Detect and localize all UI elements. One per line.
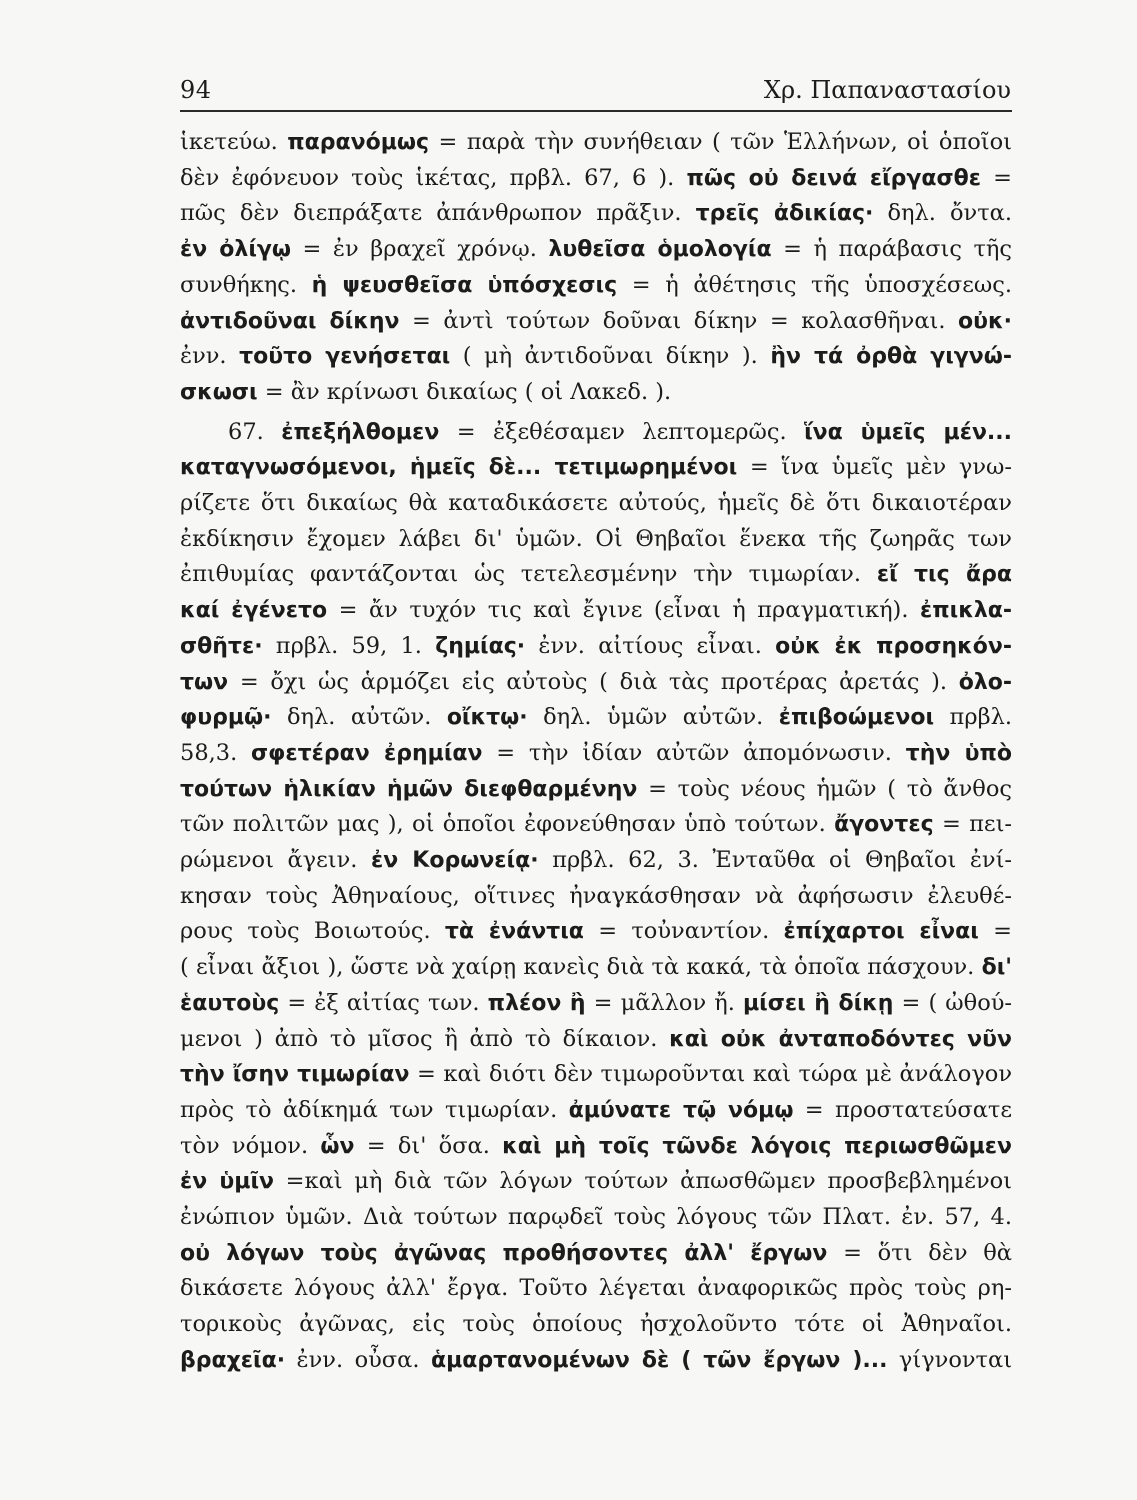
- gloss-text: 67.: [228, 418, 282, 445]
- lemma-term: ἢν τά ὀρθὰ γιγνώ-: [770, 344, 1013, 370]
- gloss-text: = παρὰ τὴν συνήθειαν ( τῶν Ἑλλήνων, οἱ ὁποῖοι: [429, 129, 1012, 155]
- gloss-text: = ἡ παράβασις τῆς: [771, 236, 1013, 263]
- gloss-text: =: [981, 164, 1012, 191]
- lemma-term: ἑαυτοὺς: [180, 990, 280, 1016]
- lemma-term: ἐπίχαρτοι εἶναι: [783, 919, 979, 945]
- lemma-term: φυρμῷ·: [180, 705, 272, 731]
- gloss-text: δικάσετε λόγους ἀλλ' ἔργα. Τοῦτο λέγεται ἀναφορικῶς πρὸς τοὺς ρη-: [180, 1275, 1012, 1302]
- gloss-text: ἱκετεύω.: [180, 129, 288, 155]
- text-line: [180, 452, 1012, 483]
- lemma-term: ἐπιβοώμενοι: [778, 705, 935, 731]
- lemma-term: οὐ λόγων τοὺς ἀγῶνας προθήσοντες ἀλλ' ἔργων: [180, 1240, 828, 1266]
- text-line: [180, 1166, 1012, 1197]
- gloss-text: τὸν νόμον.: [180, 1132, 321, 1159]
- text-line: [180, 1059, 1012, 1090]
- gloss-text: = προστατεύσατε: [793, 1096, 1012, 1123]
- gloss-text: = ἀντὶ τούτων δοῦναι δίκην = κολασθῆναι.: [399, 307, 959, 334]
- text-line: [180, 702, 1012, 733]
- text-line: [180, 809, 1012, 840]
- gloss-text: = ἐξεθέσαμεν λεπτομερῶς.: [439, 418, 805, 445]
- lemma-term: ἡ ψευσθεῖσα ὑπόσχεσις: [311, 272, 618, 298]
- gloss-text: = ἐν βραχεῖ χρόνῳ.: [291, 236, 549, 263]
- lemma-term: τὴν ὑπὸ: [905, 740, 1012, 766]
- text-line: [180, 1095, 1012, 1126]
- running-head: Χρ. Παπαναστασίου: [763, 76, 1011, 104]
- gloss-text: ( μὴ ἀντιδοῦναι δίκην ).: [450, 343, 771, 370]
- text-line: [180, 774, 1012, 805]
- text-line: [180, 488, 1012, 518]
- gloss-text: = ἂν κρίνωσι δικαίως ( οἱ Λακεδ. ).: [257, 378, 672, 405]
- header-rule: [180, 110, 1012, 112]
- lemma-term: ἐπικλα-: [919, 598, 1012, 624]
- gloss-text: = πει-: [933, 811, 1012, 838]
- text-line: [180, 559, 1012, 590]
- gloss-text: μενοι ) ἀπὸ τὸ μῖσος ἢ ἀπὸ τὸ δίκαιον.: [180, 1025, 670, 1052]
- text-line: [180, 845, 1012, 876]
- lemma-term: παρανόμως: [287, 130, 430, 155]
- lemma-term: πλέον ἢ: [487, 990, 586, 1016]
- lemma-term: σθῆτε·: [180, 633, 263, 659]
- gloss-text: συνθήκης.: [180, 271, 312, 298]
- lemma-term: ἐπεξήλθομεν: [281, 419, 440, 445]
- text-line: [180, 595, 1012, 626]
- text-line: [180, 1131, 1012, 1162]
- gloss-text: = ὅτι δὲν θὰ: [827, 1239, 1012, 1266]
- page-number: 94: [180, 76, 212, 104]
- gloss-text: ἐνν. αἰτίους εἶναι.: [525, 632, 776, 659]
- text-line: [180, 881, 1012, 911]
- text-line: [180, 916, 1012, 947]
- lemma-term: ζημίας·: [435, 633, 526, 659]
- gloss-text: πρὸς τὸ ἀδίκημά των τιμωρίαν.: [180, 1096, 569, 1123]
- text-line: [180, 738, 1012, 769]
- lemma-term: λυθεῖσα ὁμολογία: [548, 237, 772, 263]
- text-line: [180, 1345, 1012, 1376]
- text-line: [180, 667, 1012, 698]
- lemma-term: πῶς οὐ δεινά εἴργασθε: [686, 165, 982, 191]
- gloss-text: ἐνώπιον ὑμῶν. Διὰ τούτων παρῳδεῖ τοὺς λόγους τῶν Πλατ. ἐν. 57, 4.: [180, 1204, 1012, 1230]
- text-line: [180, 1309, 1012, 1339]
- gloss-text: ἐνν.: [180, 343, 240, 370]
- gloss-text: = ἵνα ὑμεῖς μὲν γνω-: [737, 454, 1013, 481]
- text-line: [180, 341, 1012, 372]
- gloss-text: ρους τοὺς Βοιωτούς.: [180, 918, 445, 945]
- gloss-text: = τὴν ἰδίαν αὐτῶν ἀπομόνωσιν.: [482, 739, 906, 766]
- lemma-term: οὐκ·: [958, 308, 1012, 334]
- lemma-term: τοῦτο γενήσεται: [239, 344, 451, 370]
- gloss-text: = τοὐναντίον.: [583, 918, 784, 945]
- text-line: [180, 1024, 1012, 1055]
- gloss-text: = τοὺς νέους ἡμῶν ( τὸ ἄνθος: [637, 775, 1012, 802]
- gloss-text: γίγνονται: [887, 1346, 1013, 1373]
- lemma-term: καὶ μὴ τοῖς τῶνδε λόγοις περιωσθῶμεν: [502, 1133, 1012, 1159]
- lemma-term: καταγνωσόμενοι, ἡμεῖς δὲ... τετιμωρημένοι: [180, 455, 738, 481]
- lemma-term: σκωσι: [180, 379, 258, 405]
- lemma-term: ὧν: [320, 1133, 355, 1159]
- text-line: [180, 198, 1012, 229]
- gloss-text: ρώμενοι ἄγειν.: [180, 847, 371, 873]
- text-line: [180, 1273, 1012, 1303]
- lemma-term: σφετέραν ἐρημίαν: [251, 740, 483, 766]
- gloss-text: = ἄν τυχόν τις καὶ ἔγινε (εἶναι ἡ πραγματική).: [327, 597, 920, 624]
- lemma-term: ἐν ὀλίγῳ: [180, 237, 291, 263]
- lemma-term: τούτων ἡλικίαν ἡμῶν διεφθαρμένην: [180, 776, 638, 802]
- text-line: [180, 952, 1012, 983]
- gloss-text: ἐκδίκησιν ἔχομεν λάβει δι' ὑμῶν. Οἱ Θηβαῖοι ἕνεκα τῆς ζωηρᾶς των: [180, 525, 1012, 552]
- lemma-term: ἵνα ὑμεῖς μέν...: [804, 419, 1013, 445]
- lemma-term: ἀμύνατε τῷ νόμῳ: [568, 1097, 794, 1123]
- text-line: [180, 234, 1012, 265]
- lemma-term: ἐν ὑμῖν: [180, 1169, 275, 1195]
- text-line: [180, 988, 1012, 1019]
- gloss-text: = καὶ διότι δὲν τιμωροῦνται καὶ τώρα μὲ ἀνάλογον: [409, 1061, 1013, 1088]
- text-line: [180, 306, 1012, 337]
- text-line: [180, 1202, 1012, 1232]
- gloss-text: πρβλ.: [934, 704, 1012, 731]
- lemma-term: οἴκτῳ·: [446, 705, 528, 731]
- lemma-term: ἐν Κορωνείᾳ·: [370, 848, 539, 873]
- lemma-term: τρεῖς ἀδικίας·: [695, 201, 874, 227]
- text-line: [180, 631, 1012, 662]
- gloss-text: = μᾶλλον ἤ.: [585, 989, 743, 1016]
- lemma-term: μίσει ἢ δίκῃ: [742, 990, 894, 1016]
- gloss-text: = ὄχι ὡς ἁρμόζει εἰς αὐτοὺς ( διὰ τὰς προτέρας ἀρετάς ).: [228, 668, 959, 695]
- gloss-text: = ἐξ αἰτίας των.: [279, 989, 488, 1016]
- gloss-text: τορικοὺς ἀγῶνας, εἰς τοὺς ὁποίους ἠσχολοῦντο τότε οἱ Ἀθηναῖοι.: [180, 1311, 1012, 1338]
- text-line: [180, 127, 1012, 158]
- gloss-text: πρβλ. 59, 1.: [262, 632, 436, 659]
- lemma-term: βραχεῖα·: [180, 1347, 286, 1373]
- gloss-text: = ( ὠθού-: [893, 989, 1013, 1016]
- gloss-text: =καὶ μὴ διὰ τῶν λόγων τούτων ἀπωσθῶμεν προσβεβλημένοι: [274, 1168, 1013, 1195]
- lemma-term: καί ἐγένετο: [180, 598, 328, 624]
- gloss-text: πῶς δὲν διεπράξατε ἀπάνθρωπον πρᾶξιν.: [180, 200, 696, 227]
- text-line: [180, 163, 1012, 194]
- text-line: [180, 270, 1012, 301]
- gloss-text: τῶν πολιτῶν μας ), οἱ ὁποῖοι ἐφονεύθησαν ὑπὸ τούτων.: [180, 811, 835, 838]
- lemma-term: τὴν ἴσην τιμωρίαν: [180, 1062, 410, 1088]
- gloss-text: ρίζετε ὅτι δικαίως θὰ καταδικάσετε αὐτούς, ἡμεῖς δὲ ὅτι δικαιοτέραν: [180, 490, 1012, 516]
- lemma-term: ἄγοντες: [834, 812, 934, 838]
- gloss-text: = δι' ὅσα.: [354, 1132, 503, 1159]
- gloss-text: δηλ. ὑμῶν αὐτῶν.: [527, 704, 779, 731]
- text-line: [228, 417, 1012, 448]
- gloss-text: ( εἶναι ἄξιοι ), ὥστε νὰ χαίρῃ κανεὶς διὰ τὰ κακά, τὰ ὁποῖα πάσχουν.: [180, 954, 982, 981]
- gloss-text: πρβλ. 62, 3. Ἐνταῦθα οἱ Θηβαῖοι ἐνί-: [538, 847, 1013, 873]
- gloss-text: ἐνν. οὖσα.: [285, 1346, 431, 1373]
- lemma-term: ἁμαρτανομένων δὲ ( τῶν ἔργων )...: [430, 1347, 888, 1373]
- lemma-term: των: [180, 669, 229, 695]
- gloss-text: δηλ. ὄντα.: [873, 200, 1012, 227]
- gloss-text: ἐπιθυμίας φαντάζονται ὡς τετελεσμένην τὴν τιμωρίαν.: [180, 561, 877, 588]
- gloss-text: κησαν τοὺς Ἀθηναίους, οἵτινες ἠναγκάσθησαν νὰ ἀφήσωσιν ἐλευθέ-: [180, 882, 1012, 909]
- lemma-term: δι': [981, 955, 1012, 981]
- gloss-text: δὲν ἐφόνευον τοὺς ἱκέτας, πρβλ. 67, 6 ).: [180, 164, 687, 191]
- text-line: [180, 524, 1012, 554]
- lemma-term: οὐκ ἐκ προσηκόν-: [775, 633, 1012, 659]
- lemma-term: τὰ ἐνάντια: [444, 919, 584, 945]
- lemma-term: καὶ οὐκ ἀνταποδόντες νῦν: [669, 1026, 1012, 1052]
- gloss-text: = ἡ ἀθέτησις τῆς ὑποσχέσεως.: [617, 271, 1012, 298]
- lemma-term: εἴ τις ἄρα: [876, 562, 1012, 588]
- text-line: [180, 1238, 1012, 1269]
- gloss-text: δηλ. αὐτῶν.: [271, 704, 447, 731]
- lemma-term: ἀντιδοῦναι δίκην: [180, 308, 400, 334]
- gloss-text: 58,3.: [180, 739, 252, 766]
- text-line: [180, 377, 1012, 408]
- lemma-term: ὀλο-: [958, 669, 1012, 695]
- gloss-text: =: [978, 918, 1012, 945]
